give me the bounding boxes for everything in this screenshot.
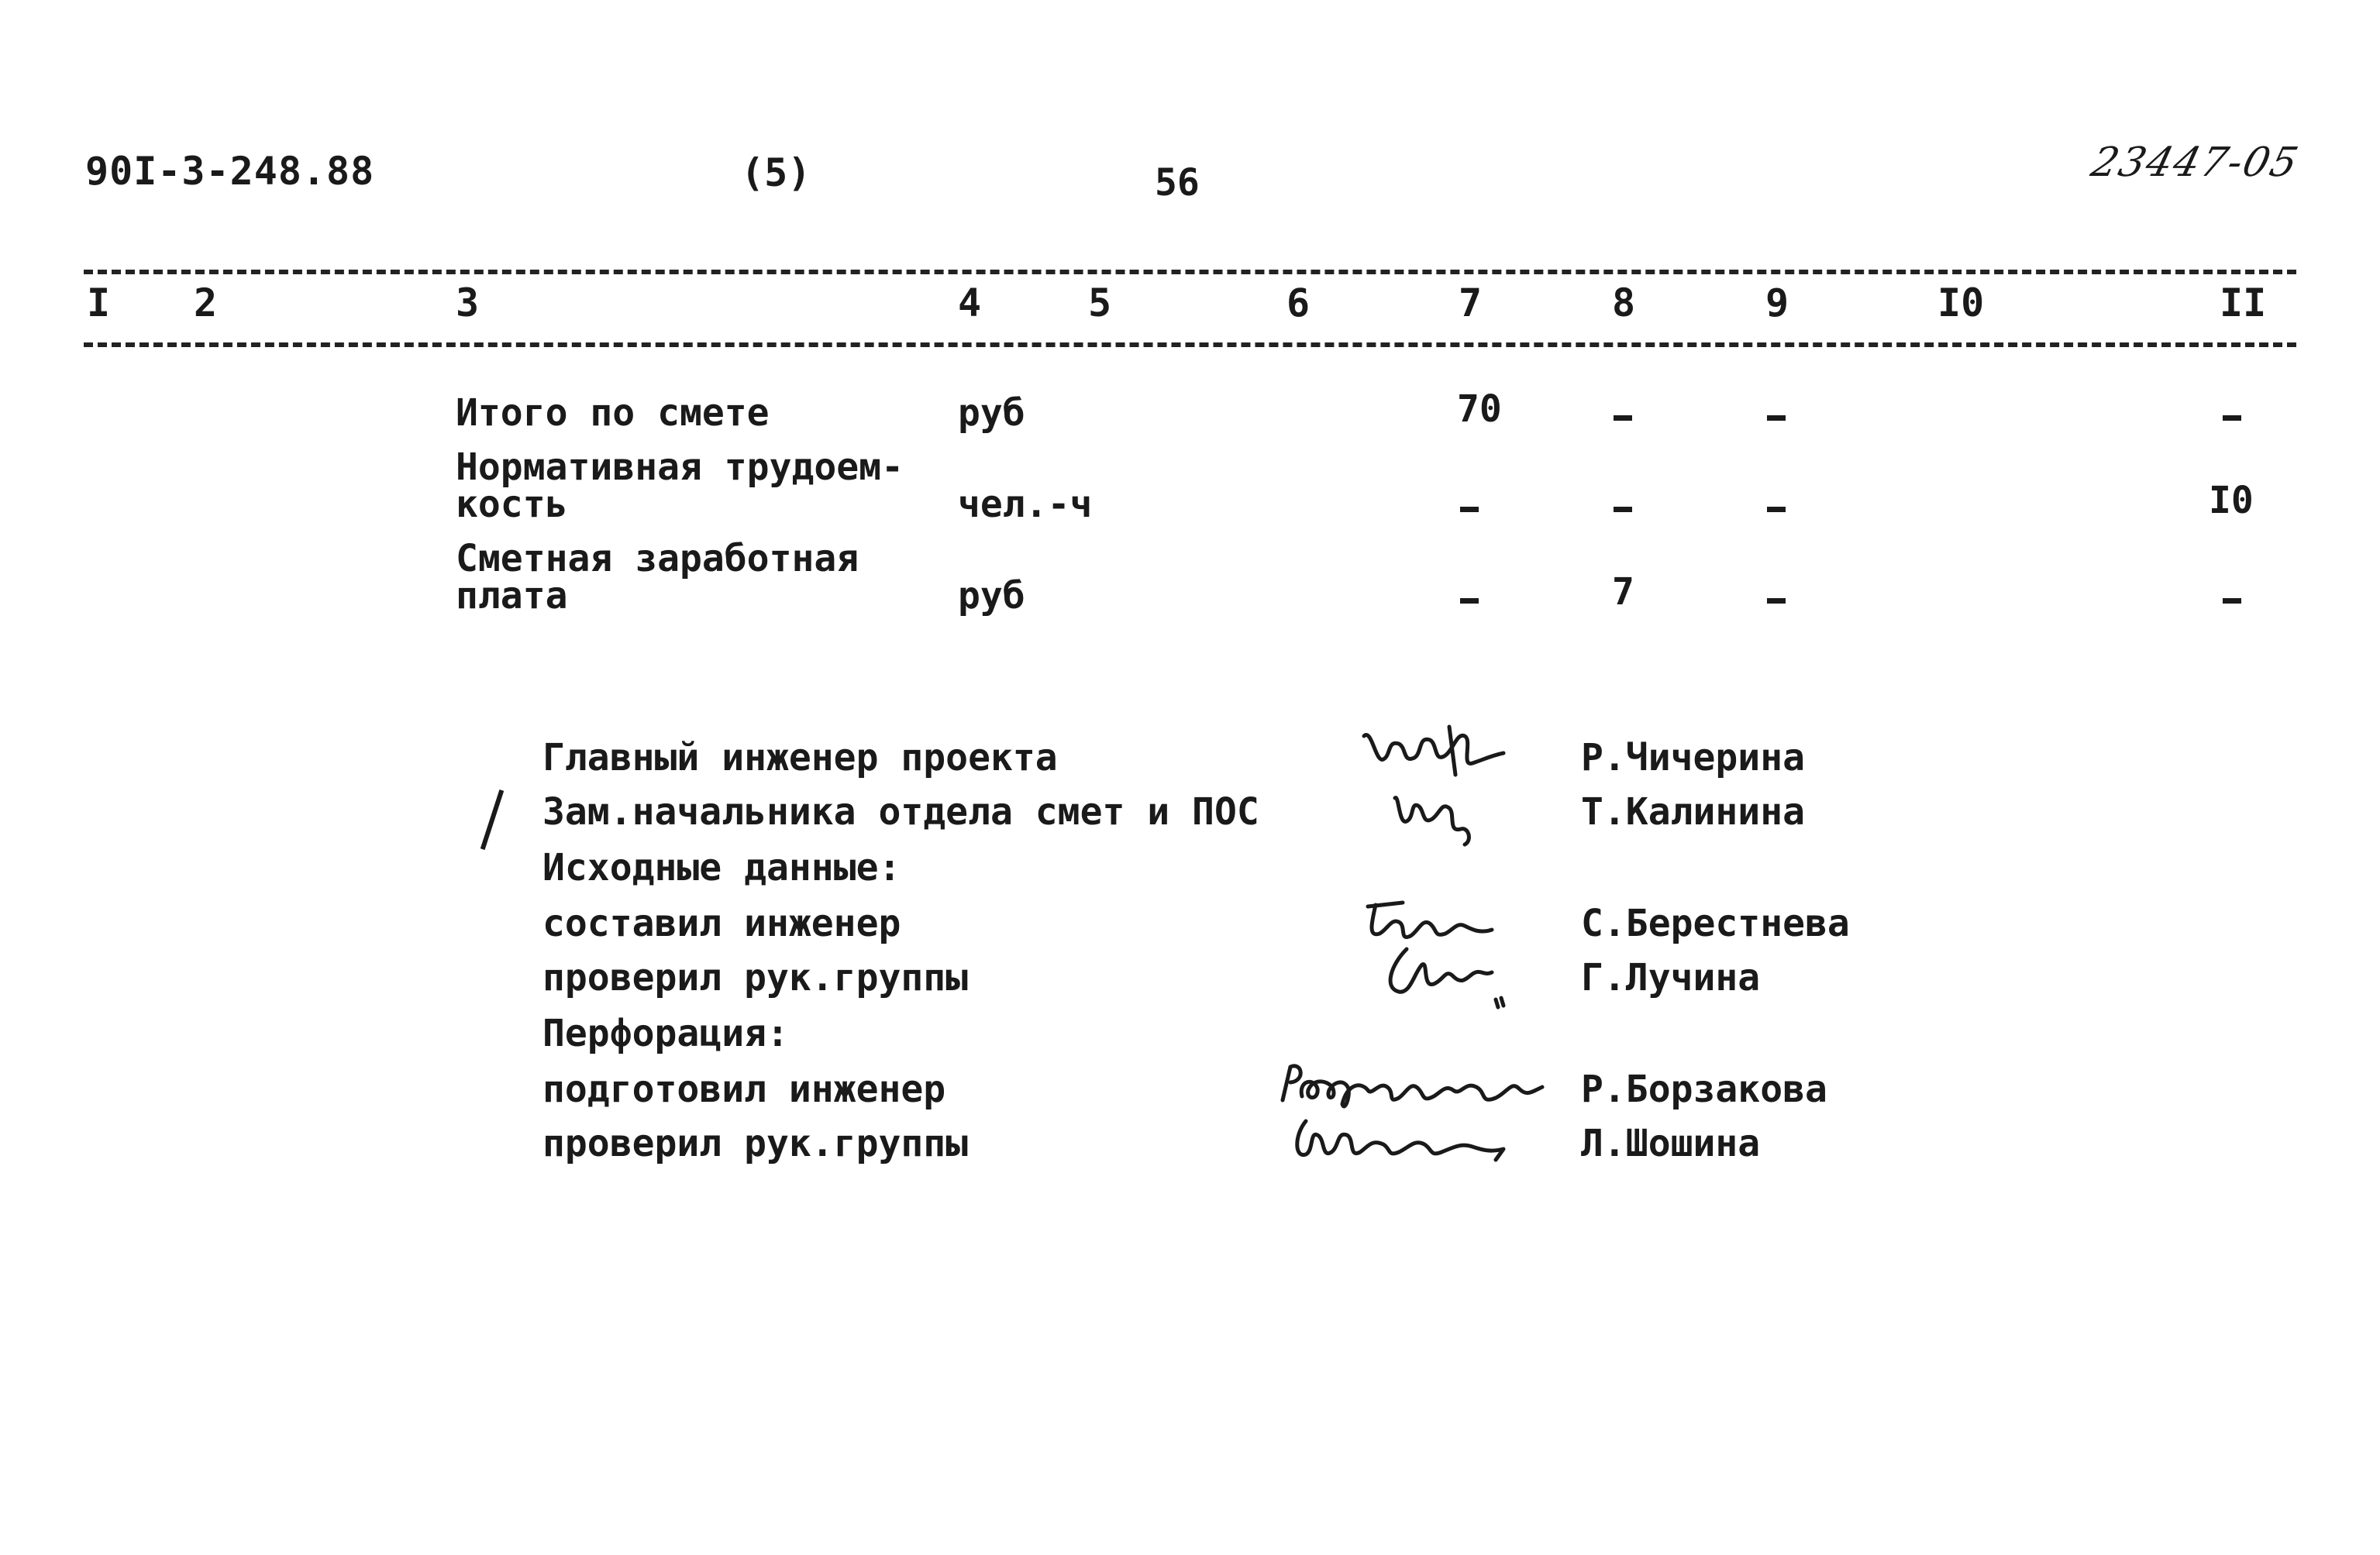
signature-name-1: Р.Чичерина xyxy=(1581,736,1805,779)
handwritten-signature-4 xyxy=(1376,941,1507,1011)
row-labor-col8 xyxy=(1614,507,1632,512)
row-unit-total: руб xyxy=(958,391,1025,435)
handwritten-signature-1 xyxy=(1356,721,1511,783)
row-name-total: Итого по смете xyxy=(456,391,770,435)
signature-role-7: подготовил инженер xyxy=(542,1068,946,1111)
column-number-7: 7 xyxy=(1459,280,1483,325)
row-total-col9 xyxy=(1767,415,1786,421)
table-header-rule xyxy=(84,342,2296,347)
signature-role-8: проверил рук.группы xyxy=(542,1122,969,1165)
signature-name-7: Р.Борзакова xyxy=(1581,1068,1827,1111)
column-number-2: 2 xyxy=(194,280,218,325)
handwritten-signature-3 xyxy=(1356,891,1496,949)
row-name-labor-line2: кость xyxy=(456,483,568,526)
column-number-5: 5 xyxy=(1088,280,1112,325)
row-wages-col9 xyxy=(1767,598,1786,604)
column-number-3: 3 xyxy=(456,280,480,325)
signature-name-5: Г.Лучина xyxy=(1581,956,1761,999)
sheet-label: (5) xyxy=(741,150,811,195)
signature-name-2: Т.Калинина xyxy=(1581,790,1805,834)
row-wages-col11 xyxy=(2223,598,2241,604)
row-wages-col8: 7 xyxy=(1612,570,1634,614)
handwritten-signature-6 xyxy=(1286,1112,1511,1174)
column-number-1: I xyxy=(87,280,111,325)
signature-role-2: Зам.начальника отдела смет и ПОС xyxy=(542,790,1259,834)
inventory-number: 23447-05 xyxy=(2086,139,2304,186)
row-name-labor-line1: Нормативная трудоем- xyxy=(456,446,904,489)
column-number-11: II xyxy=(2220,280,2267,325)
row-labor-col7 xyxy=(1460,507,1479,512)
row-unit-wages: руб xyxy=(958,574,1025,618)
signature-role-6: Перфорация: xyxy=(542,1012,789,1055)
signature-role-4: составил инженер xyxy=(542,902,901,945)
row-name-wages-line2: плата xyxy=(456,574,568,618)
row-wages-col7 xyxy=(1460,598,1479,604)
column-number-4: 4 xyxy=(958,280,982,325)
table-top-rule xyxy=(84,270,2296,274)
row-total-col11 xyxy=(2223,415,2241,421)
handwritten-signature-5 xyxy=(1271,1058,1550,1116)
column-number-8: 8 xyxy=(1612,280,1636,325)
margin-check-mark xyxy=(480,790,504,850)
document-code: 90I-3-248.88 xyxy=(85,149,375,194)
column-number-9: 9 xyxy=(1765,280,1789,325)
signature-role-3: Исходные данные: xyxy=(542,846,901,889)
row-unit-labor: чел.-ч xyxy=(958,483,1093,526)
signature-role-1: Главный инженер проекта xyxy=(542,736,1058,779)
signature-name-4: С.Берестнева xyxy=(1581,902,1850,945)
row-name-wages-line1: Сметная заработная xyxy=(456,537,859,580)
column-number-10: I0 xyxy=(1937,280,1985,325)
handwritten-signature-2 xyxy=(1387,786,1488,848)
row-labor-col11: I0 xyxy=(2209,479,2254,522)
row-total-col7: 70 xyxy=(1457,387,1502,431)
row-total-col8 xyxy=(1614,415,1632,421)
signature-name-8: Л.Шошина xyxy=(1581,1122,1761,1165)
signature-role-5: проверил рук.группы xyxy=(542,956,969,999)
column-number-6: 6 xyxy=(1286,280,1311,325)
page-number: 56 xyxy=(1155,161,1200,205)
row-labor-col9 xyxy=(1767,507,1786,512)
